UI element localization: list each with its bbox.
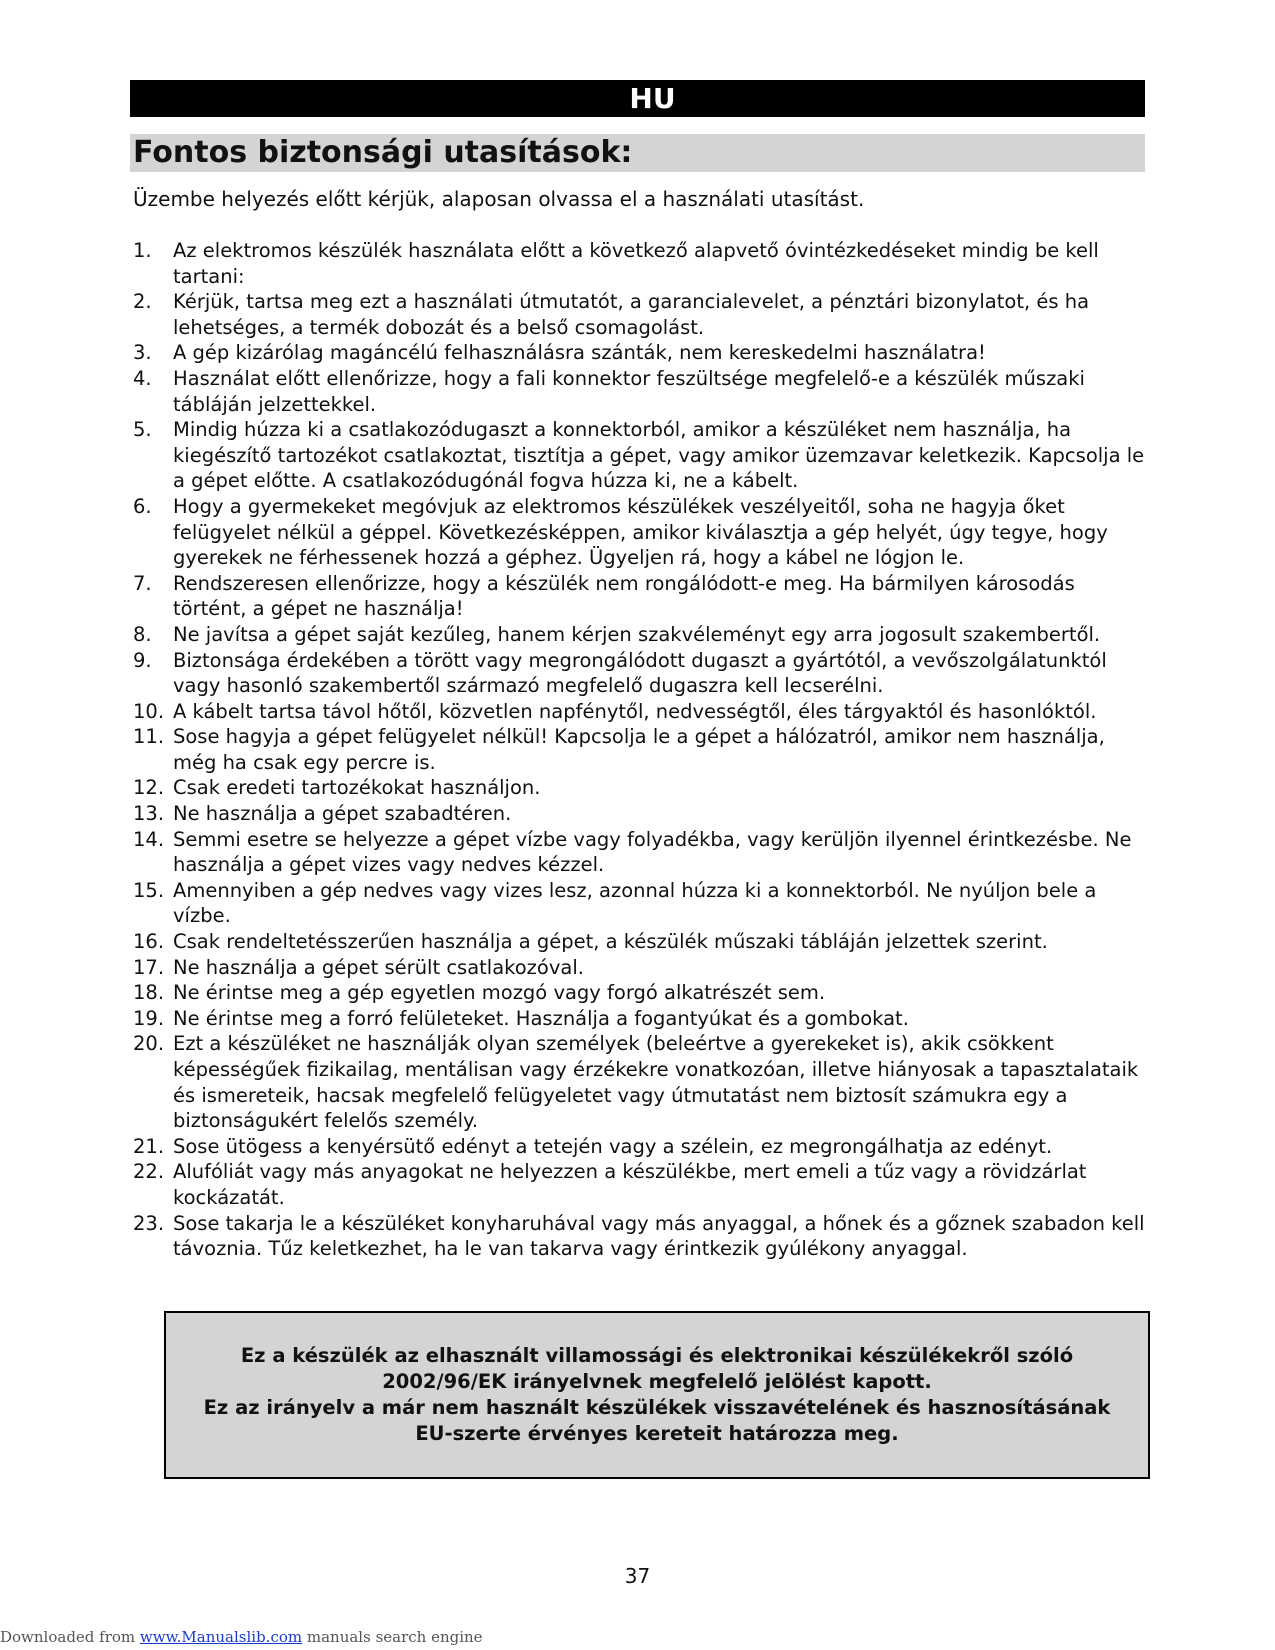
rule-text: Az elektromos készülék használata előtt a következő alapvető óvintézkedéseket mindig be kell tartani: bbox=[173, 239, 1099, 288]
footer-prefix: Downloaded from bbox=[0, 1628, 140, 1646]
intro-text: Üzembe helyezés előtt kérjük, alaposan olvassa el a használati utasítást. bbox=[133, 187, 865, 211]
rule-text: Hogy a gyermekeket megóvjuk az elektromos készülékek veszélyeitől, soha ne hagyja őket felügyelet nélkül a géppel. Következésképpen, amikor kiválasztja a gép helyét, úgy tegye, hogy gyerekek ne férhessenek hozzá a géphez. Ügyeljen rá, hogy a kábel ne lógjon le. bbox=[173, 494, 1108, 570]
rule-item bbox=[133, 801, 1148, 827]
page-number: 37 bbox=[624, 1564, 651, 1588]
download-footer bbox=[0, 1628, 483, 1646]
rule-text: Ne érintse meg a forró felületeket. Használja a fogantyúkat és a gombokat. bbox=[173, 1006, 909, 1030]
rule-text: Ne használja a gépet sérült csatlakozóval. bbox=[173, 955, 584, 979]
safety-rules-list bbox=[133, 238, 1148, 1262]
rule-number: 10. bbox=[133, 699, 165, 723]
rule-text: Csak rendeltetésszerűen használja a gépet, a készülék műszaki tábláján jelzettek szerint. bbox=[173, 930, 1048, 954]
rule-number: 13. bbox=[133, 802, 165, 826]
rule-item bbox=[133, 775, 1148, 801]
rule-text: Ezt a készüléket ne használják olyan személyek (beleértve a gyerekeket is), akik csökkent képességűek fizikailag, mentálisan vagy érzékekre vonatkozóan, illetve hiányosak a tapasztalataik és ismereteik, hacsak megfelelő felügyeletet vagy útmutatást nem biztosít számukra egy a biztonságukért felelős személy. bbox=[173, 1032, 1139, 1133]
rule-number: 4. bbox=[133, 366, 152, 390]
page-title: Fontos biztonsági utasítások: bbox=[130, 134, 1145, 172]
rule-item bbox=[133, 980, 1148, 1006]
rule-item bbox=[133, 289, 1148, 340]
rule-text: Biztonsága érdekében a törött vagy megrongálódott dugaszt a gyártótól, a vevőszolgálatunktól vagy hasonló szakembertől származó megfelelő dugaszra kell lecserélni. bbox=[173, 648, 1107, 698]
rule-item bbox=[133, 955, 1148, 981]
rule-number: 2. bbox=[133, 290, 152, 314]
rule-text: A gép kizárólag magáncélú felhasználásra szánták, nem kereskedelmi használatra! bbox=[173, 341, 986, 365]
rule-number: 19. bbox=[133, 1006, 165, 1030]
rule-number: 23. bbox=[133, 1211, 165, 1235]
rule-number: 5. bbox=[133, 418, 152, 442]
rule-number: 17. bbox=[133, 955, 165, 979]
rule-number: 8. bbox=[133, 622, 152, 646]
rule-number: 1. bbox=[133, 239, 152, 262]
rule-text: Csak eredeti tartozékokat használjon. bbox=[173, 776, 541, 800]
rule-text: Használat előtt ellenőrizze, hogy a fali konnektor feszültsége megfelelő-e a készülék műszaki tábláján jelzettekkel. bbox=[173, 366, 1085, 416]
rule-item bbox=[133, 494, 1148, 571]
rule-item bbox=[133, 1211, 1148, 1262]
rule-item bbox=[133, 1006, 1148, 1032]
weee-notice-box bbox=[164, 1311, 1150, 1479]
rule-item bbox=[133, 1159, 1148, 1210]
notice-line-1: Ez a készülék az elhasznált villamossági és elektronikai készülékekről szóló 2002/96/EK irányelvnek megfelelő jelölést kapott. bbox=[240, 1344, 1074, 1393]
rule-item bbox=[133, 648, 1148, 699]
rule-number: 3. bbox=[133, 341, 152, 365]
rule-item bbox=[133, 724, 1148, 775]
rule-number: 14. bbox=[133, 827, 165, 851]
rule-text: A kábelt tartsa távol hőtől, közvetlen napfénytől, nedvességtől, éles tárgyaktól és hasonlóktól. bbox=[173, 699, 1097, 723]
rule-text: Ne javítsa a gépet saját kezűleg, hanem kérjen szakvéleményt egy arra jogosult szakembertől. bbox=[173, 622, 1101, 646]
rule-item bbox=[133, 622, 1148, 648]
rule-number: 9. bbox=[133, 648, 152, 672]
rule-text: Kérjük, tartsa meg ezt a használati útmutatót, a garancialevelet, a pénztári bizonylatot, és ha lehetséges, a termék dobozát és a belső csomagolást. bbox=[173, 290, 1090, 339]
rule-item bbox=[133, 366, 1148, 417]
rule-item bbox=[133, 417, 1148, 494]
rule-number: 7. bbox=[133, 571, 152, 595]
rule-number: 15. bbox=[133, 878, 165, 902]
rule-number: 20. bbox=[133, 1032, 165, 1056]
rule-item bbox=[133, 827, 1148, 878]
rule-item bbox=[133, 1134, 1148, 1160]
rule-text: Ne érintse meg a gép egyetlen mozgó vagy forgó alkatrészét sem. bbox=[173, 981, 826, 1005]
rule-text: Sose hagyja a gépet felügyelet nélkül! Kapcsolja le a gépet a hálózatról, amikor nem használja, még ha csak egy percre is. bbox=[173, 725, 1105, 774]
rule-item bbox=[133, 929, 1148, 955]
rule-item bbox=[133, 571, 1148, 622]
rule-text: Sose takarja le a készüléket konyharuhával vagy más anyaggal, a hőnek és a gőznek szabadon kell távoznia. Tűz keletkezhet, ha le van takarva vagy érintkezik gyúlékony anyaggal. bbox=[173, 1211, 1145, 1261]
rule-number: 12. bbox=[133, 776, 165, 800]
rule-text: Mindig húzza ki a csatlakozódugaszt a konnektorból, amikor a készüléket nem használja, ha kiegészítő tartozékot csatlakoztat, tisztítja a gépet, vagy amikor üzemzavar keletkezik. Kapcsolja le a gépet előtte. A csatlakozódugónál fogva húzza ki, ne a kábelt. bbox=[173, 418, 1145, 493]
footer-suffix: manuals search engine bbox=[302, 1628, 483, 1646]
rule-text: Sose ütögess a kenyérsütő edényt a tetején vagy a szélein, ez megrongálhatja az edényt. bbox=[173, 1134, 1053, 1158]
language-label: HU bbox=[130, 80, 1145, 117]
rule-text: Alufóliát vagy más anyagokat ne helyezzen a készülékbe, mert emeli a tűz vagy a rövidzárlat kockázatát. bbox=[173, 1160, 1087, 1209]
rule-number: 6. bbox=[133, 494, 152, 518]
rule-text: Ne használja a gépet szabadtéren. bbox=[173, 802, 512, 826]
rule-number: 21. bbox=[133, 1134, 165, 1158]
manualslib-link[interactable]: www.Manualslib.com bbox=[139, 1628, 303, 1646]
rule-number: 16. bbox=[133, 930, 165, 954]
rule-item bbox=[133, 340, 1148, 366]
rule-text: Rendszeresen ellenőrizze, hogy a készülék nem rongálódott-e meg. Ha bármilyen károsodás történt, a gépet ne használja! bbox=[173, 571, 1075, 621]
rule-number: 11. bbox=[133, 725, 165, 749]
rule-item bbox=[133, 699, 1148, 725]
rule-text: Amennyiben a gép nedves vagy vizes lesz, azonnal húzza ki a konnektorból. Ne nyúljon bele a vízbe. bbox=[173, 878, 1097, 928]
rule-item bbox=[133, 238, 1148, 289]
rule-item bbox=[133, 1031, 1148, 1133]
rule-number: 22. bbox=[133, 1160, 165, 1184]
notice-line-2: Ez az irányelv a már nem használt készülékek visszavételének és hasznosításának EU-szerte érvényes kereteit határozza meg. bbox=[203, 1396, 1111, 1445]
rule-text: Semmi esetre se helyezze a gépet vízbe vagy folyadékba, vagy kerüljön ilyennel érintkezésbe. Ne használja a gépet vizes vagy nedves kézzel. bbox=[173, 827, 1132, 877]
rule-item bbox=[133, 878, 1148, 929]
rule-number: 18. bbox=[133, 981, 165, 1005]
